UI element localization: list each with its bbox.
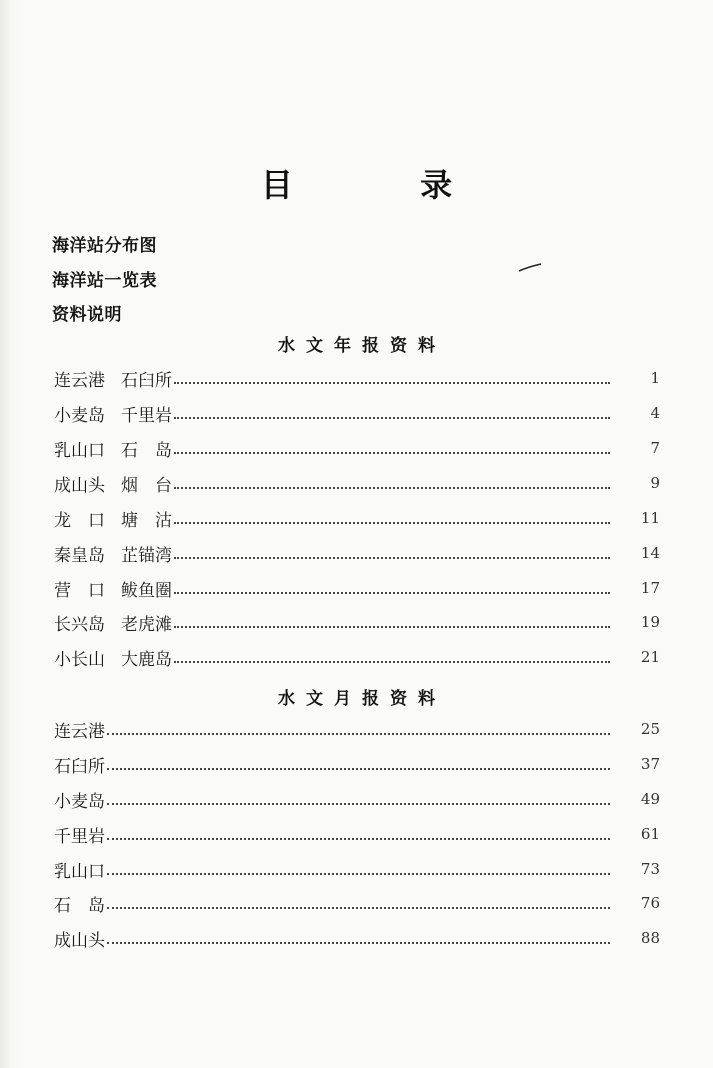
- toc-station: 小麦岛: [54, 791, 105, 812]
- toc-row[interactable]: [54, 819, 660, 849]
- toc-location: 鲅鱼圈: [121, 580, 172, 601]
- toc-location: 大鹿岛: [121, 649, 172, 670]
- leader-dots: [107, 733, 610, 735]
- toc-row[interactable]: [54, 642, 660, 672]
- toc-row[interactable]: [54, 398, 660, 428]
- toc-location: 石 岛: [121, 440, 172, 461]
- toc-page-number: 61: [640, 825, 660, 843]
- toc-page-number: 21: [640, 648, 660, 666]
- toc-page-number: 19: [640, 613, 660, 631]
- toc-page-number: 25: [640, 720, 660, 738]
- leader-dots: [174, 522, 610, 524]
- leader-dots: [174, 626, 610, 628]
- toc-location: 石臼所: [121, 370, 172, 391]
- toc-page-number: 7: [650, 439, 660, 457]
- toc-row[interactable]: [54, 749, 660, 779]
- front-item-data-notes: 资料说明: [52, 305, 122, 325]
- toc-row[interactable]: [54, 923, 660, 953]
- toc-page-number: 11: [640, 509, 660, 527]
- toc-station: 长兴岛: [54, 614, 105, 635]
- leader-dots: [174, 417, 610, 419]
- toc-page-number: 17: [640, 579, 660, 597]
- leader-dots: [107, 942, 610, 944]
- toc-page-number: 49: [640, 790, 660, 808]
- section-heading-annual: 水文年报资料: [278, 336, 446, 356]
- toc-location: 老虎滩: [121, 614, 172, 635]
- toc-page-number: 76: [640, 894, 660, 912]
- leader-dots: [174, 382, 610, 384]
- toc-station: 成山头: [54, 475, 105, 496]
- toc-location: 塘 沽: [121, 510, 172, 531]
- toc-location: 千里岩: [121, 405, 172, 426]
- page-title: 目 录: [260, 166, 511, 204]
- toc-station: 乳山口: [54, 861, 105, 882]
- toc-station: 秦皇岛: [54, 545, 105, 566]
- leader-dots: [107, 838, 610, 840]
- toc-page-number: 1: [650, 369, 660, 387]
- toc-station: 成山头: [54, 930, 105, 951]
- leader-dots: [174, 661, 610, 663]
- toc-row[interactable]: [54, 573, 660, 603]
- toc-row[interactable]: [54, 714, 660, 744]
- toc-station: 营 口: [54, 580, 105, 601]
- toc-row[interactable]: [54, 607, 660, 637]
- pen-mark: [518, 263, 542, 273]
- toc-station: 乳山口: [54, 440, 105, 461]
- toc-row[interactable]: [54, 433, 660, 463]
- toc-row[interactable]: [54, 503, 660, 533]
- leader-dots: [107, 768, 610, 770]
- leader-dots: [107, 803, 610, 805]
- toc-page-number: 88: [640, 929, 660, 947]
- toc-page-number: 4: [650, 404, 660, 422]
- front-item-station-list: 海洋站一览表: [52, 271, 157, 291]
- leader-dots: [174, 452, 610, 454]
- toc-page-number: 14: [640, 544, 660, 562]
- toc-station: 连云港: [54, 370, 105, 391]
- toc-station: 石臼所: [54, 756, 105, 777]
- leader-dots: [174, 487, 610, 489]
- toc-location: 烟 台: [121, 475, 172, 496]
- leader-dots: [174, 592, 610, 594]
- toc-page-number: 73: [640, 860, 660, 878]
- toc-station: 小麦岛: [54, 405, 105, 426]
- toc-page-number: 9: [650, 474, 660, 492]
- toc-row[interactable]: [54, 468, 660, 498]
- leader-dots: [174, 557, 610, 559]
- leader-dots: [107, 907, 610, 909]
- toc-row[interactable]: [54, 784, 660, 814]
- section-heading-monthly: 水文月报资料: [278, 689, 446, 709]
- toc-station: 连云港: [54, 721, 105, 742]
- toc-row[interactable]: [54, 538, 660, 568]
- toc-page-number: 37: [640, 755, 660, 773]
- toc-row[interactable]: [54, 854, 660, 884]
- toc-row[interactable]: [54, 888, 660, 918]
- toc-station: 龙 口: [54, 510, 105, 531]
- toc-location: 芷锚湾: [121, 545, 172, 566]
- toc-station: 小长山: [54, 649, 105, 670]
- front-item-distribution-map: 海洋站分布图: [52, 236, 157, 256]
- toc-row[interactable]: [54, 363, 660, 393]
- leader-dots: [107, 873, 610, 875]
- toc-station: 千里岩: [54, 826, 105, 847]
- toc-station: 石 岛: [54, 895, 105, 916]
